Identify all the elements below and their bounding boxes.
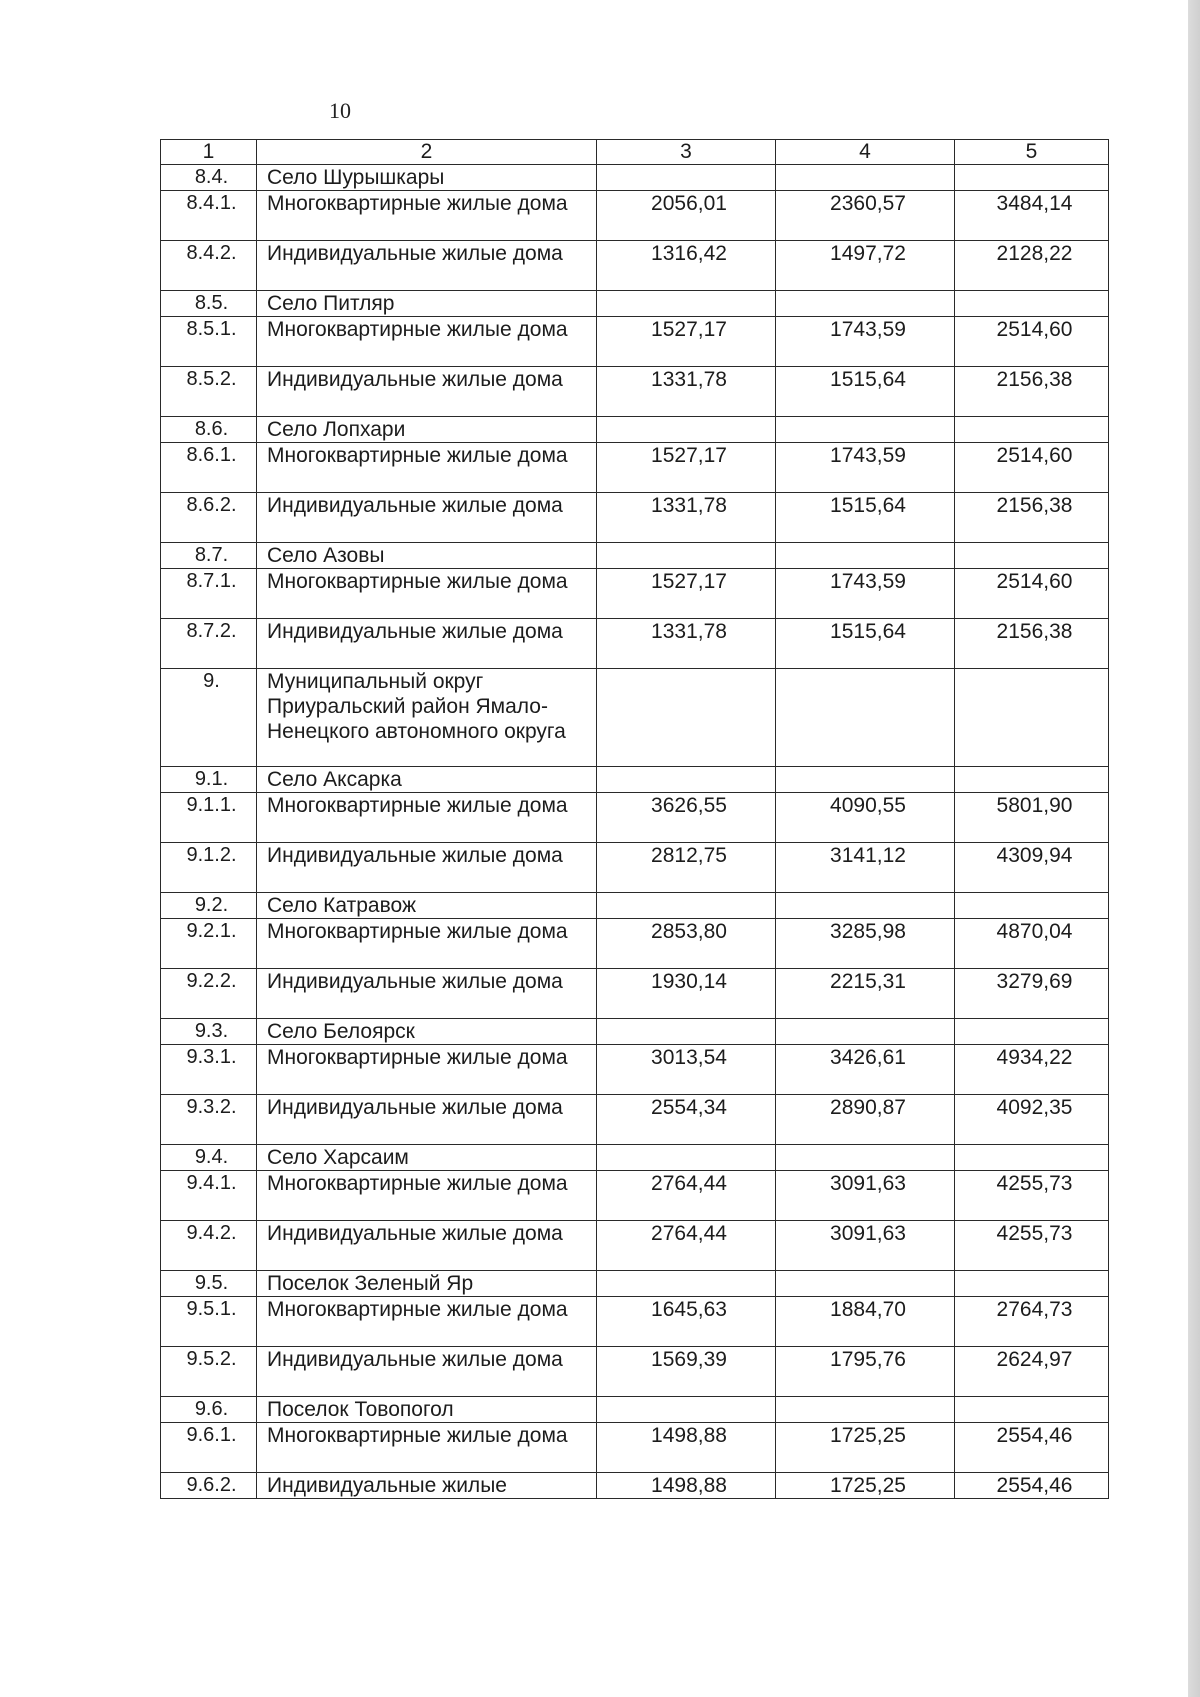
row-value-col3 (597, 1397, 776, 1423)
table-row (161, 1473, 1109, 1499)
row-name-cell: Индивидуальные жилые дома (257, 969, 597, 1019)
table-row (161, 969, 1109, 1019)
row-value-col3: 2812,75 (597, 843, 776, 893)
row-value-col5 (955, 417, 1109, 443)
row-number-cell: 9.4.1. (161, 1171, 257, 1221)
row-name-cell: Индивидуальные жилые дома (257, 619, 597, 669)
page-number (0, 98, 1200, 124)
header-col-1: 1 (161, 140, 257, 165)
row-value-col4: 2215,31 (776, 969, 955, 1019)
row-number-cell: 8.4. (161, 165, 257, 191)
row-value-col5: 4092,35 (955, 1095, 1109, 1145)
row-name-cell: Поселок Зеленый Яр (257, 1271, 597, 1297)
row-value-col5: 4309,94 (955, 843, 1109, 893)
row-value-col4: 4090,55 (776, 793, 955, 843)
row-number-cell: 8.5.2. (161, 367, 257, 417)
row-number-cell: 8.6. (161, 417, 257, 443)
row-number-cell: 9.6.1. (161, 1423, 257, 1473)
row-name-cell: Индивидуальные жилые дома (257, 843, 597, 893)
row-name-cell: Село Питляр (257, 291, 597, 317)
row-name-cell: Село Харсаим (257, 1145, 597, 1171)
row-name-cell: Многоквартирные жилые дома (257, 1045, 597, 1095)
row-value-col4: 2360,57 (776, 191, 955, 241)
row-value-col3: 1331,78 (597, 619, 776, 669)
row-name-cell: Индивидуальные жилые дома (257, 241, 597, 291)
row-value-col5 (955, 291, 1109, 317)
row-value-col5: 4255,73 (955, 1221, 1109, 1271)
row-value-col5: 2764,73 (955, 1297, 1109, 1347)
table-row (161, 1397, 1109, 1423)
row-number-cell: 8.5. (161, 291, 257, 317)
table-row (161, 767, 1109, 793)
row-name-cell: Индивидуальные жилые дома (257, 1347, 597, 1397)
row-value-col5 (955, 893, 1109, 919)
row-value-col4: 1795,76 (776, 1347, 955, 1397)
table-row (161, 543, 1109, 569)
row-value-col3 (597, 767, 776, 793)
row-value-col3: 1331,78 (597, 493, 776, 543)
row-name-cell: Многоквартирные жилые дома (257, 919, 597, 969)
row-value-col3: 2764,44 (597, 1221, 776, 1271)
row-name-cell: Поселок Товопогол (257, 1397, 597, 1423)
table-row (161, 619, 1109, 669)
table-row (161, 893, 1109, 919)
row-number-cell: 9.4.2. (161, 1221, 257, 1271)
table-row (161, 1045, 1109, 1095)
table-body (161, 165, 1109, 1499)
row-value-col5 (955, 543, 1109, 569)
row-value-col4 (776, 291, 955, 317)
row-value-col3: 1527,17 (597, 317, 776, 367)
row-value-col5: 2156,38 (955, 619, 1109, 669)
row-value-col5: 2554,46 (955, 1473, 1109, 1499)
row-value-col5: 2156,38 (955, 367, 1109, 417)
row-number-cell: 8.6.2. (161, 493, 257, 543)
row-number-cell: 9.2. (161, 893, 257, 919)
row-value-col5: 4255,73 (955, 1171, 1109, 1221)
row-value-col3 (597, 893, 776, 919)
row-value-col4: 1743,59 (776, 569, 955, 619)
table-row (161, 1171, 1109, 1221)
table-row (161, 843, 1109, 893)
row-value-col5 (955, 165, 1109, 191)
row-value-col4 (776, 165, 955, 191)
row-name-cell: Многоквартирные жилые дома (257, 443, 597, 493)
row-number-cell: 9.3. (161, 1019, 257, 1045)
row-value-col5: 3484,14 (955, 191, 1109, 241)
row-value-col4 (776, 669, 955, 767)
row-number-cell: 9.3.1. (161, 1045, 257, 1095)
row-value-col5 (955, 767, 1109, 793)
row-name-cell: Многоквартирные жилые дома (257, 317, 597, 367)
page-edge (1188, 0, 1200, 1697)
row-name-cell: Село Азовы (257, 543, 597, 569)
table-row (161, 1271, 1109, 1297)
table-row (161, 291, 1109, 317)
row-value-col3: 2853,80 (597, 919, 776, 969)
row-number-cell: 9.5. (161, 1271, 257, 1297)
header-col-3: 3 (597, 140, 776, 165)
row-value-col4: 3285,98 (776, 919, 955, 969)
row-value-col3 (597, 417, 776, 443)
row-name-cell: Индивидуальные жилые дома (257, 493, 597, 543)
row-number-cell: 8.6.1. (161, 443, 257, 493)
row-value-col4 (776, 1019, 955, 1045)
row-value-col5 (955, 1145, 1109, 1171)
row-value-col3: 1316,42 (597, 241, 776, 291)
row-name-cell: Муниципальный округ Приуральский район Ямало-Ненецкого автономного округа (257, 669, 597, 767)
row-number-cell: 9.6.2. (161, 1473, 257, 1499)
row-value-col5 (955, 1019, 1109, 1045)
row-value-col3: 1527,17 (597, 443, 776, 493)
table-row (161, 367, 1109, 417)
row-value-col3: 2764,44 (597, 1171, 776, 1221)
row-number-cell: 9.2.2. (161, 969, 257, 1019)
row-name-cell: Многоквартирные жилые дома (257, 1297, 597, 1347)
row-value-col5 (955, 1397, 1109, 1423)
row-value-col4: 3091,63 (776, 1221, 955, 1271)
row-value-col4: 1725,25 (776, 1423, 955, 1473)
header-col-2: 2 (257, 140, 597, 165)
row-number-cell: 9.4. (161, 1145, 257, 1171)
table-row (161, 1297, 1109, 1347)
row-value-col4 (776, 767, 955, 793)
row-value-col4 (776, 417, 955, 443)
row-value-col5 (955, 1271, 1109, 1297)
row-value-col4 (776, 1145, 955, 1171)
table-row (161, 1221, 1109, 1271)
row-value-col4: 3426,61 (776, 1045, 955, 1095)
row-value-col3 (597, 543, 776, 569)
row-name-cell: Многоквартирные жилые дома (257, 793, 597, 843)
table-row (161, 569, 1109, 619)
row-number-cell: 9.5.1. (161, 1297, 257, 1347)
row-value-col3 (597, 165, 776, 191)
row-number-cell: 9.1.1. (161, 793, 257, 843)
table-row (161, 317, 1109, 367)
table-row (161, 493, 1109, 543)
row-value-col4 (776, 1397, 955, 1423)
row-number-cell: 9.1.2. (161, 843, 257, 893)
row-value-col3: 2554,34 (597, 1095, 776, 1145)
data-table (160, 139, 1109, 1499)
row-value-col5: 2156,38 (955, 493, 1109, 543)
table-row (161, 191, 1109, 241)
row-value-col3: 1498,88 (597, 1473, 776, 1499)
row-value-col4: 1515,64 (776, 367, 955, 417)
row-value-col4 (776, 543, 955, 569)
table-row (161, 241, 1109, 291)
table-row (161, 1095, 1109, 1145)
row-number-cell: 8.5.1. (161, 317, 257, 367)
table-row (161, 417, 1109, 443)
table-row (161, 1019, 1109, 1045)
row-value-col5: 3279,69 (955, 969, 1109, 1019)
row-value-col4: 1497,72 (776, 241, 955, 291)
row-value-col5: 4870,04 (955, 919, 1109, 969)
table-row (161, 443, 1109, 493)
table-row (161, 1347, 1109, 1397)
header-col-4: 4 (776, 140, 955, 165)
row-value-col3 (597, 669, 776, 767)
row-value-col3: 1569,39 (597, 1347, 776, 1397)
row-number-cell: 9.2.1. (161, 919, 257, 969)
row-value-col3: 1498,88 (597, 1423, 776, 1473)
row-value-col5: 5801,90 (955, 793, 1109, 843)
row-number-cell: 9.5.2. (161, 1347, 257, 1397)
row-name-cell: Село Лопхари (257, 417, 597, 443)
row-name-cell: Многоквартирные жилые дома (257, 191, 597, 241)
row-value-col3: 2056,01 (597, 191, 776, 241)
row-number-cell: 9.1. (161, 767, 257, 793)
row-value-col4: 1515,64 (776, 493, 955, 543)
row-name-cell: Индивидуальные жилые дома (257, 367, 597, 417)
row-name-cell: Индивидуальные жилые дома (257, 1221, 597, 1271)
row-value-col5: 2128,22 (955, 241, 1109, 291)
row-value-col4: 3141,12 (776, 843, 955, 893)
row-name-cell: Индивидуальные жилые (257, 1473, 597, 1499)
row-value-col4 (776, 1271, 955, 1297)
row-value-col5: 2554,46 (955, 1423, 1109, 1473)
row-number-cell: 8.4.1. (161, 191, 257, 241)
row-value-col3: 3626,55 (597, 793, 776, 843)
row-value-col3 (597, 1019, 776, 1045)
row-number-cell: 8.7.1. (161, 569, 257, 619)
row-value-col4: 1725,25 (776, 1473, 955, 1499)
row-value-col3: 1331,78 (597, 367, 776, 417)
row-number-cell: 8.7. (161, 543, 257, 569)
row-name-cell: Многоквартирные жилые дома (257, 1423, 597, 1473)
row-value-col5: 2514,60 (955, 443, 1109, 493)
row-value-col4: 1743,59 (776, 317, 955, 367)
row-number-cell: 8.7.2. (161, 619, 257, 669)
table-row (161, 669, 1109, 767)
row-name-cell: Индивидуальные жилые дома (257, 1095, 597, 1145)
row-value-col5: 2514,60 (955, 317, 1109, 367)
row-value-col4: 1884,70 (776, 1297, 955, 1347)
row-number-cell: 9.6. (161, 1397, 257, 1423)
row-value-col4: 1743,59 (776, 443, 955, 493)
row-number-cell: 9.3.2. (161, 1095, 257, 1145)
row-value-col4: 1515,64 (776, 619, 955, 669)
header-col-5: 5 (955, 140, 1109, 165)
header-row (161, 140, 1109, 165)
row-value-col5: 4934,22 (955, 1045, 1109, 1095)
row-name-cell: Село Аксарка (257, 767, 597, 793)
page-number-text: 10 (329, 98, 351, 123)
row-value-col4 (776, 893, 955, 919)
table-row (161, 1145, 1109, 1171)
row-value-col5 (955, 669, 1109, 767)
row-value-col3 (597, 291, 776, 317)
row-name-cell: Село Катравож (257, 893, 597, 919)
row-value-col3: 1645,63 (597, 1297, 776, 1347)
row-value-col4: 3091,63 (776, 1171, 955, 1221)
table-row (161, 1423, 1109, 1473)
row-number-cell: 8.4.2. (161, 241, 257, 291)
row-value-col3: 1527,17 (597, 569, 776, 619)
row-value-col3 (597, 1145, 776, 1171)
table-header (161, 140, 1109, 165)
row-name-cell: Многоквартирные жилые дома (257, 1171, 597, 1221)
row-value-col5: 2514,60 (955, 569, 1109, 619)
row-value-col3: 1930,14 (597, 969, 776, 1019)
table-row (161, 165, 1109, 191)
row-number-cell: 9. (161, 669, 257, 767)
table-row (161, 793, 1109, 843)
row-value-col3 (597, 1271, 776, 1297)
row-value-col5: 2624,97 (955, 1347, 1109, 1397)
row-value-col4: 2890,87 (776, 1095, 955, 1145)
row-name-cell: Село Шурышкары (257, 165, 597, 191)
row-name-cell: Многоквартирные жилые дома (257, 569, 597, 619)
row-name-cell: Село Белоярск (257, 1019, 597, 1045)
table-row (161, 919, 1109, 969)
row-value-col3: 3013,54 (597, 1045, 776, 1095)
